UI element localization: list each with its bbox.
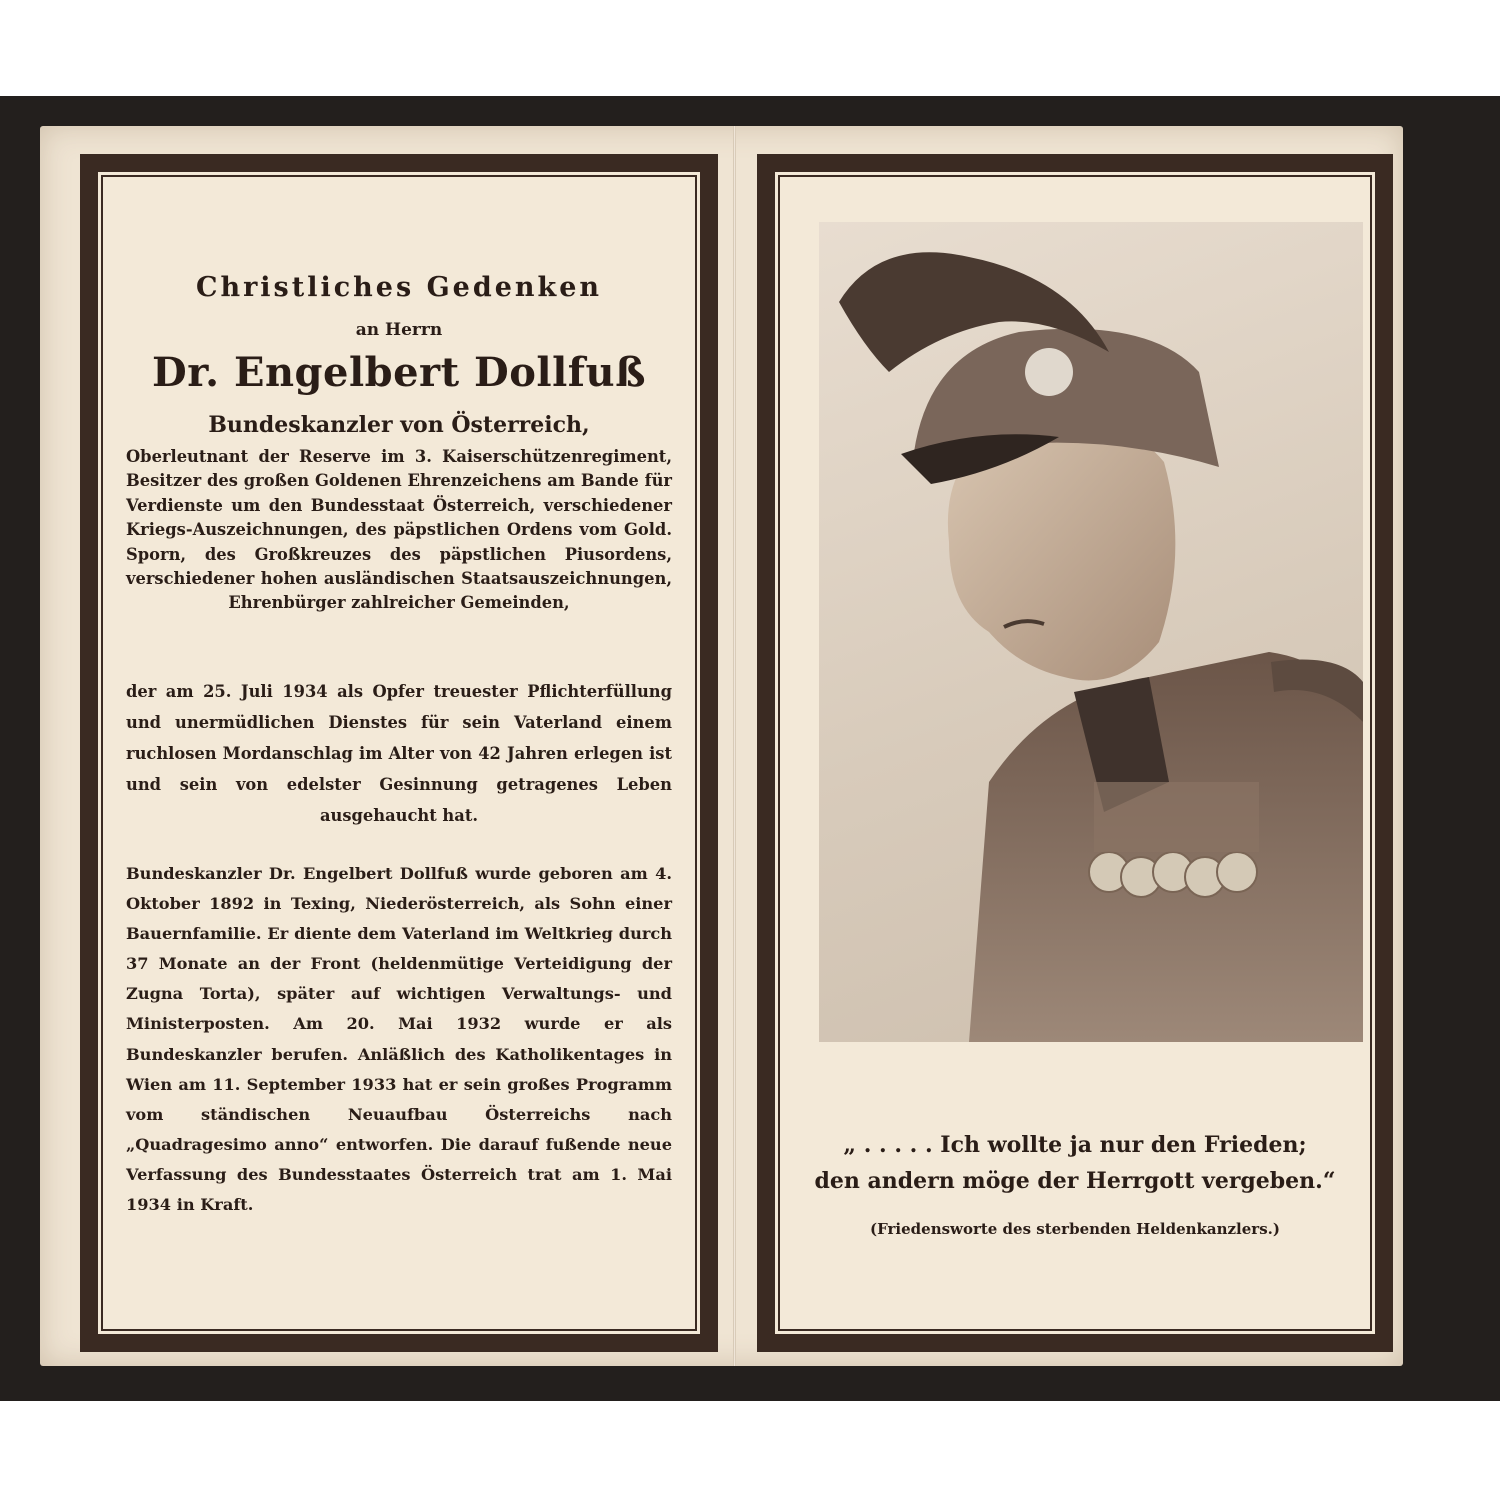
cap-edelweiss-badge — [1025, 348, 1073, 396]
card-fold — [733, 126, 736, 1366]
deceased-position: Bundeskanzler von Österreich, — [208, 412, 590, 438]
scan-background — [0, 96, 1500, 1401]
left-page-frame — [80, 154, 718, 1352]
portrait-photo — [819, 222, 1363, 1042]
memorial-heading: Christliches Gedenken — [195, 272, 603, 303]
biography-paragraph: Bundeskanzler Dr. Engelbert Dollfuß wurde geboren am 4. Oktober 1892 in Texing, Niederösterreich, als Sohn einer Bauernfamilie. Er diente dem Vaterland im Weltkrieg durch 37 Monate an der Front (heldenmütige Verteidigung der Zugna Torta), später auf wichtigen Verwaltungs- und Ministerposten. Am 20. Mai 1932 wurde er als Bundeskanzler berufen. Anläßlich des Katholikentages in Wien am 11. September 1933 hat er sein großes Programm vom ständischen Neuaufbau Österreichs nach „Quadragesimo anno“ entworfen. Die darauf fußende neue Verfassung des Bundesstaates Österreich trat am 1. Mai 1934 in Kraft. — [126, 864, 672, 1215]
ribbon-bar — [1094, 782, 1259, 852]
right-page-frame — [757, 154, 1393, 1352]
quote-line-1: „ . . . . . Ich wollte ja nur den Frieden; — [843, 1132, 1307, 1158]
deceased-name: Dr. Engelbert Dollfuß — [152, 349, 646, 396]
memorial-card — [40, 126, 1403, 1366]
honors-paragraph: Oberleutnant der Reserve im 3. Kaiserschützenregiment, Besitzer des großen Goldenen Ehrenzeichens am Bande für Verdienste um den Bundesstaat Österreich, verschiedener Kriegs-Auszeichnungen, des päpstlichen Ordens vom Gold. Sporn, des Großkreuzes des päpstlichen Piusordens, verschiedener hohen ausländischen Staatsauszeichnungen, Ehrenbürger zahlreicher Gemeinden, — [126, 447, 672, 613]
quote-block — [805, 1127, 1345, 1199]
quote-caption: (Friedensworte des sterbenden Heldenkanzlers.) — [870, 1220, 1280, 1238]
salutation: an Herrn — [355, 320, 443, 340]
portrait-illustration — [819, 222, 1363, 1042]
death-paragraph: der am 25. Juli 1934 als Opfer treuester Pflichterfüllung und unermüdlichen Dienstes für sein Vaterland einem ruchlosen Mordanschlag im Alter von 42 Jahren erlegen ist und sein von edelster Gesinnung getragenes Leben ausgehaucht hat. — [126, 682, 672, 825]
quote-line-2: den andern möge der Herrgott vergeben.“ — [814, 1168, 1336, 1194]
medal-bar — [1089, 852, 1257, 897]
